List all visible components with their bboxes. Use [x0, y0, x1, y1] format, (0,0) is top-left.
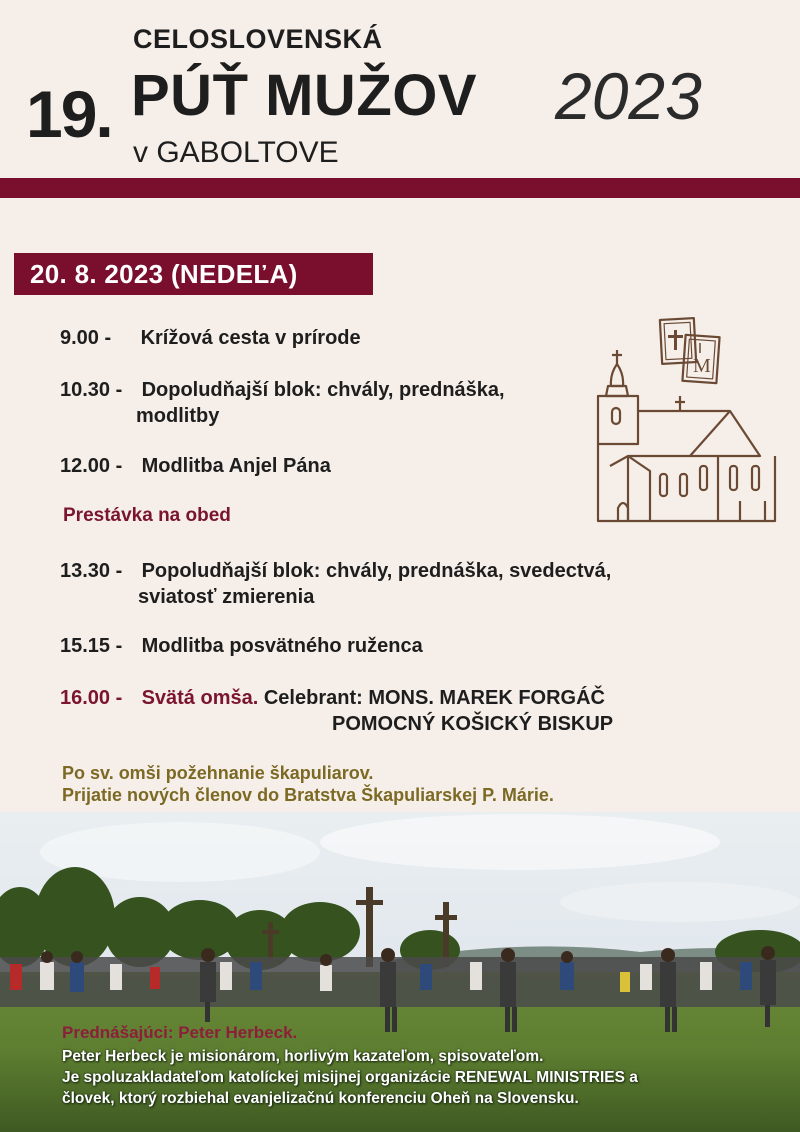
schedule-time: 15.15 - — [60, 635, 123, 657]
lunch-break-label: Prestávka na obed — [63, 505, 231, 526]
speaker-name: Prednášajúci: Peter Herbeck. — [62, 1023, 298, 1042]
date-badge: 20. 8. 2023 (NEDEĽA) — [14, 253, 373, 295]
schedule-text: Svätá omša. — [141, 687, 259, 709]
speaker-bio-line: Peter Herbeck je misionárom, horlivým kazateľom, spisovateľom. — [62, 1048, 544, 1065]
schedule-time: 16.00 - — [60, 687, 123, 709]
schedule-item — [60, 633, 423, 659]
celebrant-title: POMOCNÝ KOŠICKÝ BISKUP — [332, 713, 614, 735]
schedule-item — [60, 325, 361, 351]
speaker-bio-line: Je spoluzakladateľom katolíckej misijnej organizácie RENEWAL MINISTRIES a — [62, 1069, 638, 1086]
header-small-title: CELOSLOVENSKÁ — [133, 24, 383, 54]
schedule-text-cont: modlitby — [136, 405, 220, 427]
header-divider-band — [0, 178, 800, 198]
schedule-item — [60, 558, 611, 584]
schedule-item-mass — [60, 685, 605, 711]
schedule-text-cont: sviatosť zmierenia — [138, 586, 315, 608]
schedule-text: Modlitba posvätného ruženca — [141, 635, 423, 657]
location-subtitle: v GABOLTOVE — [133, 136, 339, 169]
schedule-time: 12.00 - — [60, 455, 123, 477]
schedule-text: Modlitba Anjel Pána — [141, 455, 331, 477]
schedule-text: Krížová cesta v prírode — [140, 327, 361, 349]
page-title: PÚŤ MUŽOV — [131, 63, 478, 128]
scapular-letter: M — [693, 355, 711, 377]
schedule-time: 10.30 - — [60, 379, 123, 401]
celebrant-label: Celebrant: MONS. MAREK FORGÁČ — [263, 687, 605, 709]
schedule-time: 9.00 - — [60, 327, 112, 349]
schedule-text: Popoludňajší blok: chvály, prednáška, svedectvá, — [141, 560, 612, 582]
edition-number: 19. — [26, 77, 112, 151]
note-blessing: Po sv. omši požehnanie škapuliarov. — [62, 763, 374, 783]
speaker-bio — [62, 1046, 762, 1109]
note-new-members: Prijatie nových členov do Bratstva Škapuliarskej P. Márie. — [62, 785, 554, 805]
church-icon — [590, 316, 780, 526]
schedule-item — [60, 453, 331, 479]
schedule-item — [60, 377, 505, 403]
schedule-text: Dopoludňajší blok: chvály, prednáška, — [141, 379, 505, 401]
speaker-bio-line: človek, ktorý rozbiehal evanjelizačnú konferenciu Oheň na Slovensku. — [62, 1090, 579, 1107]
schedule-time: 13.30 - — [60, 560, 123, 582]
year-label: 2023 — [555, 59, 702, 133]
